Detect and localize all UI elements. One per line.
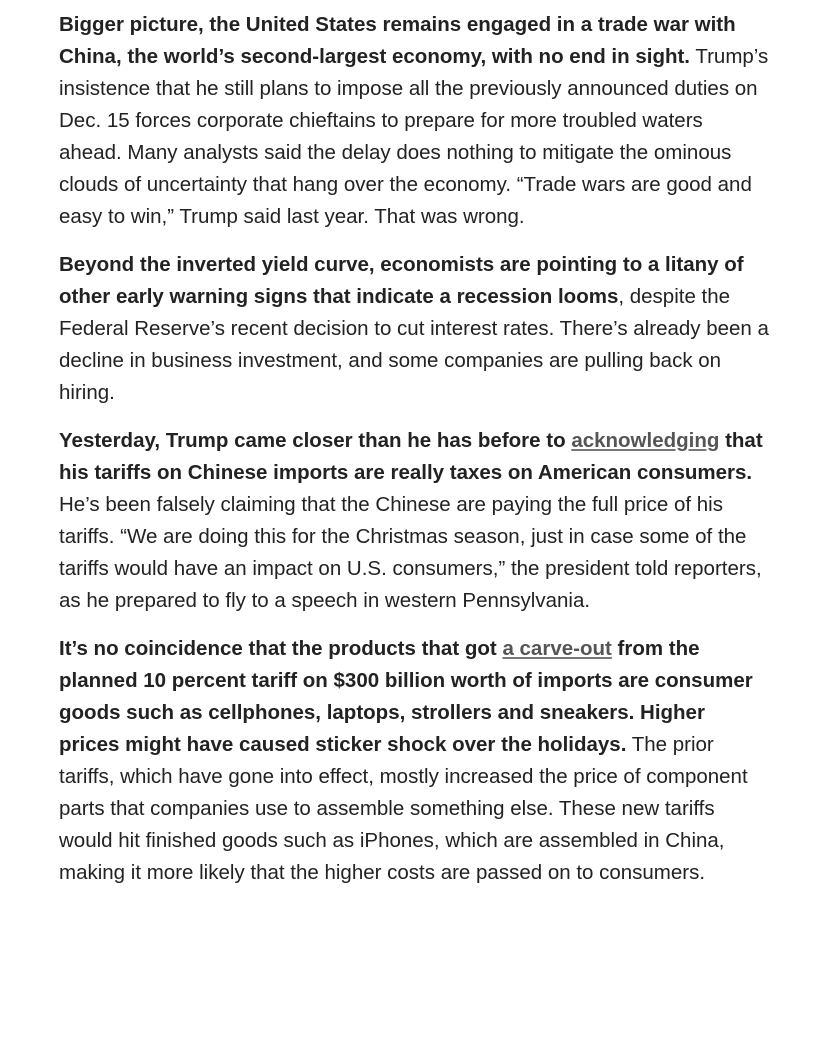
carve-out-link[interactable]: a carve-out: [502, 637, 612, 660]
paragraph-lead: Bigger picture, the United States remains engaged in a trade war with China, the world’s second-largest economy, with no end in sight.: [59, 13, 736, 68]
paragraph-text: The prior tariffs, which have gone into effect, mostly increased the price of component parts that companies use to assemble something else. These new tariffs would hit finished goods such as iPhones, which are assembled in China, making it more likely that the higher costs are passed on to consumers.: [59, 733, 748, 884]
paragraph-tariffs-taxes: [59, 425, 771, 617]
article-body: [59, 9, 771, 905]
acknowledging-link[interactable]: acknowledging: [571, 429, 720, 452]
paragraph-carve-out: [59, 633, 771, 889]
paragraph-trade-war: [59, 9, 771, 233]
paragraph-text: Trump’s insistence that he still plans to impose all the previously announced duties on Dec. 15 forces corporate chieftains to prepare for more troubled waters ahead. Many analysts said the delay does nothing to mitigate the ominous clouds of uncertainty that hang over the economy. “Trade wars are good and easy to win,” Trump said last year. That was wrong.: [59, 45, 769, 228]
paragraph-text: He’s been falsely claiming that the Chinese are paying the full price of his tariffs. “We are doing this for the Christmas season, just in case some of the tariffs would have an impact on U.S. consumers,” the president told reporters, as he prepared to fly to a speech in western Pennsylvania.: [59, 493, 762, 612]
paragraph-recession-signs: [59, 249, 771, 409]
paragraph-lead: Beyond the inverted yield curve, economists are pointing to a litany of other early warning signs that indicate a recession looms: [59, 253, 744, 308]
paragraph-lead-end: that his tariffs on Chinese imports are really taxes on American consumers.: [59, 429, 763, 484]
paragraph-lead-end: from the planned 10 percent tariff on $300 billion worth of imports are consumer goods such as cellphones, laptops, strollers and sneakers. Higher prices might have caused sticker shock over the holidays.: [59, 637, 753, 756]
paragraph-lead-start: Yesterday, Trump came closer than he has before to: [59, 429, 572, 452]
paragraph-text: , despite the Federal Reserve’s recent decision to cut interest rates. There’s already been a decline in business investment, and some companies are pulling back on hiring.: [59, 285, 769, 404]
paragraph-lead: [59, 429, 763, 484]
paragraph-lead-start: It’s no coincidence that the products that got: [59, 637, 503, 660]
